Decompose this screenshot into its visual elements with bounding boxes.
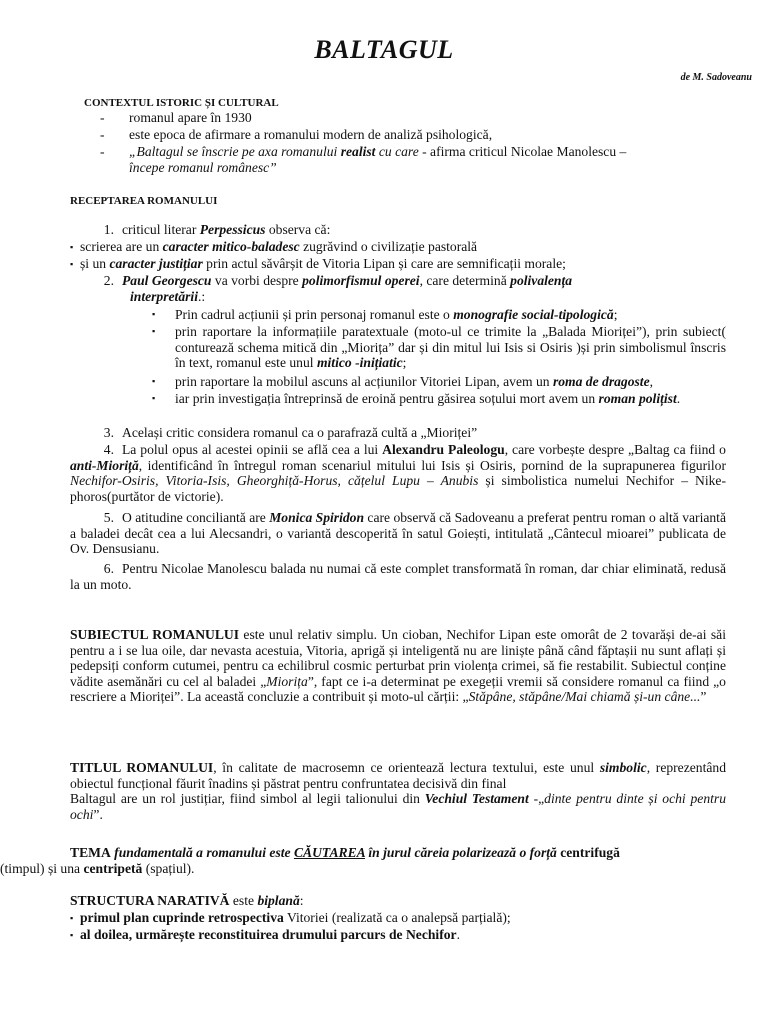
reception-square-item <box>70 239 726 256</box>
square-bullet: ▪ <box>70 930 74 940</box>
emphasis: roman polițist <box>598 391 677 406</box>
context-item <box>100 144 726 175</box>
emphasis: caracter justițiar <box>109 256 203 271</box>
text: este <box>229 893 258 908</box>
text: -„ <box>528 791 545 807</box>
section-heading: STRUCTURA NARATIVĂ <box>70 893 230 908</box>
emphasis: mitico -inițiatic <box>316 355 403 371</box>
reception-item-2 <box>70 273 726 304</box>
structure-item <box>70 910 726 927</box>
text: este unul relativ simplu. Un cioban, Nechifor Lipan este omorât de 2 tovarăși de-ai săi pentru a i se lua oile, dar nevasta acestuia, Vitoria, aprigă și inteligentă nu are liniște până când făptașii nu sunt aflați și pedepsiți conform cutumei, pentru ca echilibrul cosmic perturbat prin violența crimei, să fie restabilit. Subiectul conține vădite asemănări cu cel al baladei „ <box>70 627 726 689</box>
quote-emphasis: realist <box>340 144 376 159</box>
reception-sub-item <box>152 391 726 407</box>
context-item-text: romanul apare în 1930 <box>129 110 252 125</box>
quote-part: „Baltagul se înscrie pe axa romanului <box>129 144 341 159</box>
square-bullet: ▪ <box>152 393 156 403</box>
text: . <box>456 927 460 942</box>
emphasis: polivalența <box>510 273 573 288</box>
emphasis: biplană <box>257 893 300 908</box>
emphasis: fundamentală a romanului este <box>110 845 294 860</box>
critic-name: Alexandru Paleologu <box>382 442 505 457</box>
text: ; <box>613 307 618 322</box>
text: care observă că Sadoveanu a preferat pentru roman o altă variantă a baladei decât cea a lui Alecsandri, o variantă descoperită în satul Goiești, intitulată „Cântecul mioarei” publicata de Ov. Densusianu. <box>70 510 726 557</box>
item-number: 1. <box>103 222 114 237</box>
text: și simbolistica numelui Nechifor – Nike-phoros(purtător de victorie). <box>70 473 726 504</box>
text: , care determină <box>419 273 511 288</box>
critic-name: Paul Georgescu <box>122 273 212 288</box>
text: , identificând în întregul roman scenariul mitului lui Isis și Osiris, pornind de la suprapunerea figurilor <box>138 457 726 473</box>
motto: Stăpâne, stăpâne/Mai chiamă și-un câne... <box>468 689 701 705</box>
square-bullet: ▪ <box>70 242 74 252</box>
emphasis: roma de dragoste <box>552 374 650 389</box>
item-number: 6. <box>103 561 114 576</box>
text: , <box>649 374 654 389</box>
text: prin raportare la informațiile paratextuale (moto-ul ce trimite la „Balada Mioriței”), prin subiect( conturează schema mitică din „Miorița” dar și din mitul lui Isis si Osiris )și prin simbolismul înscris în text, romanul este unul <box>175 324 726 371</box>
text: La polul opus al acestei opinii se află cea a lui <box>122 442 383 457</box>
emphasis: anti-Mioriță <box>70 457 139 473</box>
emphasis: polimorfismul operei <box>302 273 420 288</box>
reception-sub-item <box>152 307 726 323</box>
text: , reprezentând obiectul funcțional făurit înadins și păstrat pentru confruntatea decisivă din final <box>70 760 726 791</box>
emphasis: în jurul căreia polarizează o forță <box>364 845 561 860</box>
square-bullet: ▪ <box>152 309 156 319</box>
text: iar prin investigația întreprinsă de eroină pentru găsirea soțului mort avem un <box>175 391 599 406</box>
dash-bullet: - <box>100 144 105 159</box>
emphasis: dinte pentru dinte și ochi pentru ochi <box>70 791 726 822</box>
critic-name: Monica Spiridon <box>269 510 365 525</box>
text: O atitudine conciliantă are <box>122 510 270 525</box>
text: prin actul săvârșit de Vitoria Lipan și care are semnificații morale; <box>202 256 566 271</box>
quote-part: cu care <box>375 144 419 159</box>
title-paragraph <box>70 760 726 822</box>
reception-item-6 <box>70 561 726 592</box>
emphasis-underlined: CĂUTAREA <box>293 845 365 860</box>
text: ” <box>700 689 707 705</box>
square-bullet: ▪ <box>152 376 156 386</box>
figures: Nechifor-Osiris, Vitoria-Isis, Gheorghiță-Horus, cățelul Lupu – Anubis <box>70 473 479 489</box>
text: prin raportare la mobilul ascuns al acțiunilor Vitoriei Lipan, avem un <box>175 374 553 389</box>
section-heading: TEMA <box>70 845 111 860</box>
emphasis: caracter mitico-baladesc <box>162 239 300 254</box>
emphasis: simbolic <box>599 760 647 775</box>
emphasis: Miorița <box>266 673 308 689</box>
text: (spațiul). <box>142 860 195 876</box>
text: și un <box>80 256 110 271</box>
text: Prin cadrul acțiunii și prin personaj romanul este o <box>175 307 454 322</box>
reception-heading: RECEPTAREA ROMANULUI <box>70 195 218 207</box>
section-heading: TITLUL ROMANULUI <box>70 760 214 775</box>
text: ”, fapt ce i-a determinat pe exegeții vremii să considere romanul ca fiind „o rescriere a Mioriței”. La această concluzie a contribuit și moto-ul cărții: „ <box>70 673 726 705</box>
text: (timpul) și una <box>0 860 84 876</box>
square-bullet: ▪ <box>152 326 156 336</box>
item-number: 3. <box>103 425 114 440</box>
text: ; <box>402 355 407 371</box>
document-author: de M. Sadoveanu <box>680 72 752 83</box>
context-item <box>100 127 726 143</box>
text: Pentru Nicolae Manolescu balada nu numai că este complet transformată în roman, dar chiar eliminată, redusă la un moto. <box>70 561 726 592</box>
quote-part: începe romanul românesc” <box>129 159 277 175</box>
text: .: <box>197 288 206 304</box>
text: zugrăvind o civilizație pastorală <box>299 239 478 254</box>
reception-square-item <box>70 256 726 273</box>
emphasis: interpretării <box>130 288 198 304</box>
reception-item-3 <box>70 425 726 441</box>
emphasis: primul plan cuprinde retrospectiva <box>80 910 284 925</box>
reception-sub-item <box>152 374 726 390</box>
text: , care vorbește despre „Baltag ca fiind o <box>504 442 726 457</box>
text: va vorbi despre <box>211 273 303 288</box>
reception-item-1 <box>70 222 726 238</box>
dash-bullet: - <box>100 110 105 125</box>
emphasis: centripetă <box>83 860 143 876</box>
text: Baltagul are un rol justițiar, fiind simbol al legii talionului din <box>70 791 425 807</box>
text: scrierea are un <box>80 239 163 254</box>
square-bullet: ▪ <box>70 259 74 269</box>
emphasis: Vechiul Testament <box>424 791 529 807</box>
emphasis: monografie social-tipologică <box>453 307 614 322</box>
text: : <box>299 893 304 908</box>
emphasis: al doilea, urmărește reconstituirea drumului parcurs de Nechifor <box>80 927 457 942</box>
structure-paragraph <box>70 893 726 909</box>
theme-paragraph <box>0 845 726 876</box>
reception-item-4 <box>70 442 726 504</box>
text: Același critic considera romanul ca o parafrază cultă a „Mioriței” <box>122 425 478 440</box>
item-number: 2. <box>103 273 114 288</box>
text: observa că: <box>265 222 331 237</box>
emphasis: centrifugă <box>560 845 620 860</box>
square-bullet: ▪ <box>70 913 74 923</box>
text: , în calitate de macrosemn ce orientează lectura textului, este unul <box>213 760 600 775</box>
text: ”. <box>93 806 103 822</box>
structure-item <box>70 927 726 944</box>
item-number: 5. <box>103 510 114 525</box>
document-title: BALTAGUL <box>314 35 454 64</box>
quote-attribution: - afirma criticul Nicolae Manolescu – <box>418 144 627 159</box>
context-heading: CONTEXTUL ISTORIC ȘI CULTURAL <box>84 97 279 109</box>
context-quote <box>129 144 726 175</box>
reception-item-5 <box>70 510 726 557</box>
section-heading: SUBIECTUL ROMANULUI <box>70 627 240 642</box>
context-item-text: este epoca de afirmare a romanului modern de analiză psihologică, <box>129 127 493 142</box>
text: Vitoriei (realizată ca o analepsă parțială); <box>283 910 511 925</box>
reception-sub-item <box>152 324 726 371</box>
text: . <box>676 391 681 406</box>
context-item <box>100 110 726 126</box>
item-number: 4. <box>103 442 114 457</box>
dash-bullet: - <box>100 127 105 142</box>
subject-paragraph <box>70 627 726 705</box>
critic-name: Perpessicus <box>199 222 266 237</box>
text: criticul literar <box>122 222 200 237</box>
